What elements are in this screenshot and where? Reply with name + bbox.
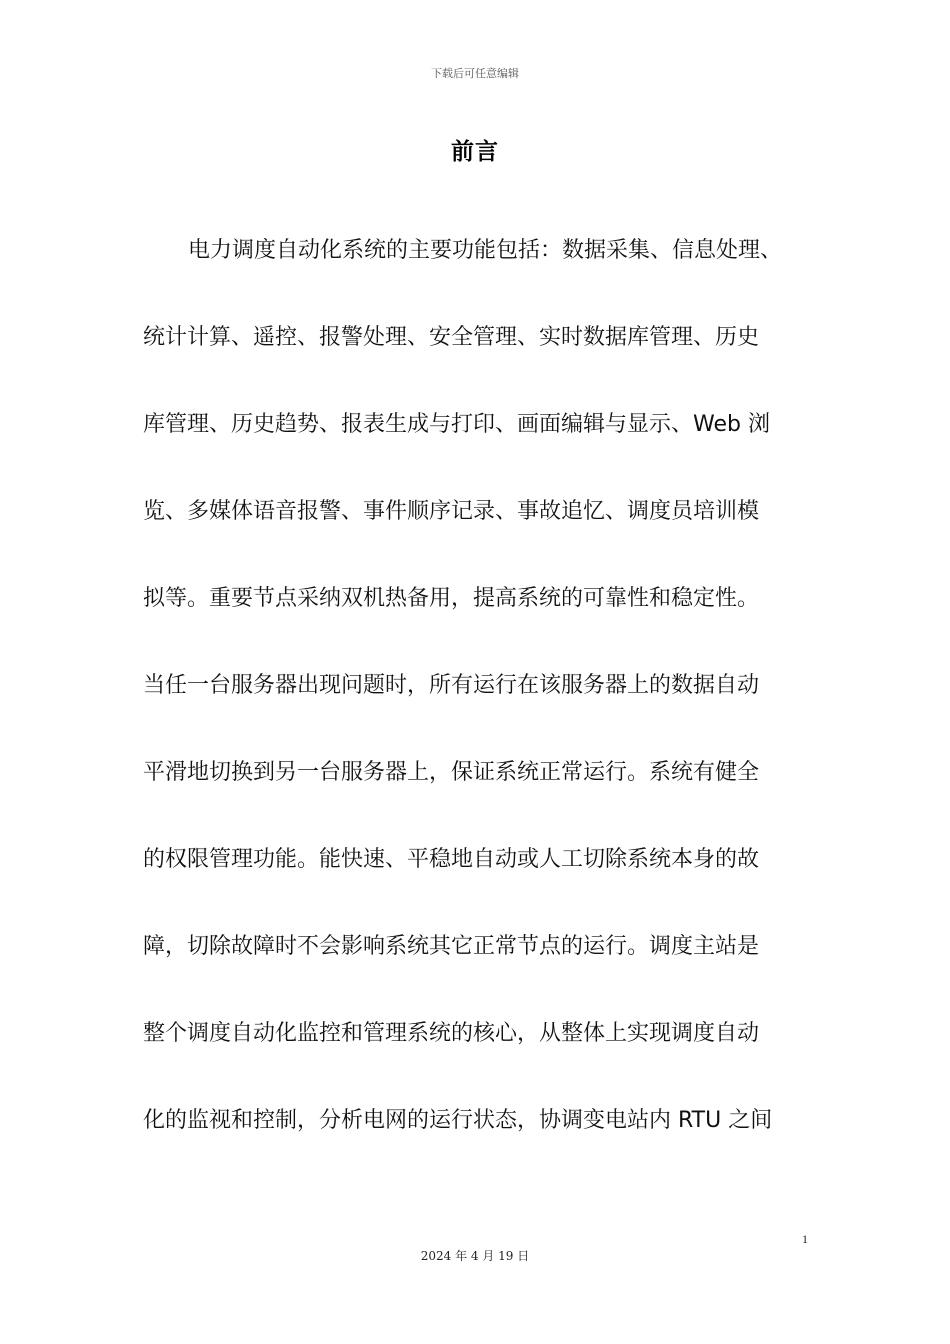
document-body (143, 230, 823, 1187)
body-line: 当任一台服务器出现问题时，所有运行在该服务器上的数据自动 (143, 673, 760, 698)
body-line: 统计计算、遥控、报警处理、安全管理、实时数据库管理、历史 (143, 325, 760, 350)
body-line: 览、多媒体语音报警、事件顺序记录、事故追忆、调度员培训模 (143, 499, 760, 524)
body-line: 拟等。重要节点采纳双机热备用，提高系统的可靠性和稳定性。 (143, 586, 760, 611)
body-line: 的权限管理功能。能快速、平稳地自动或人工切除系统本身的故 (143, 847, 760, 872)
body-line: 平滑地切换到另一台服务器上，保证系统正常运行。系统有健全 (143, 760, 760, 785)
header-note: 下载后可任意编辑 (431, 67, 519, 80)
body-line: 化的监视和控制，分析电网的运行状态，协调变电站内 RTU 之间 (143, 1108, 773, 1133)
body-line: 障，切除故障时不会影响系统其它正常节点的运行。调度主站是 (143, 934, 760, 959)
body-line: 库管理、历史趋势、报表生成与打印、画面编辑与显示、Web 浏 (143, 412, 770, 437)
footer-date: 2024 年 4 月 19 日 (420, 1249, 530, 1263)
document-title: 前言 (451, 139, 499, 165)
body-line: 电力调度自动化系统的主要功能包括：数据采集、信息处理、 (188, 238, 783, 263)
body-line: 整个调度自动化监控和管理系统的核心，从整体上实现调度自动 (143, 1021, 760, 1046)
page-number: 1 (802, 1232, 808, 1246)
